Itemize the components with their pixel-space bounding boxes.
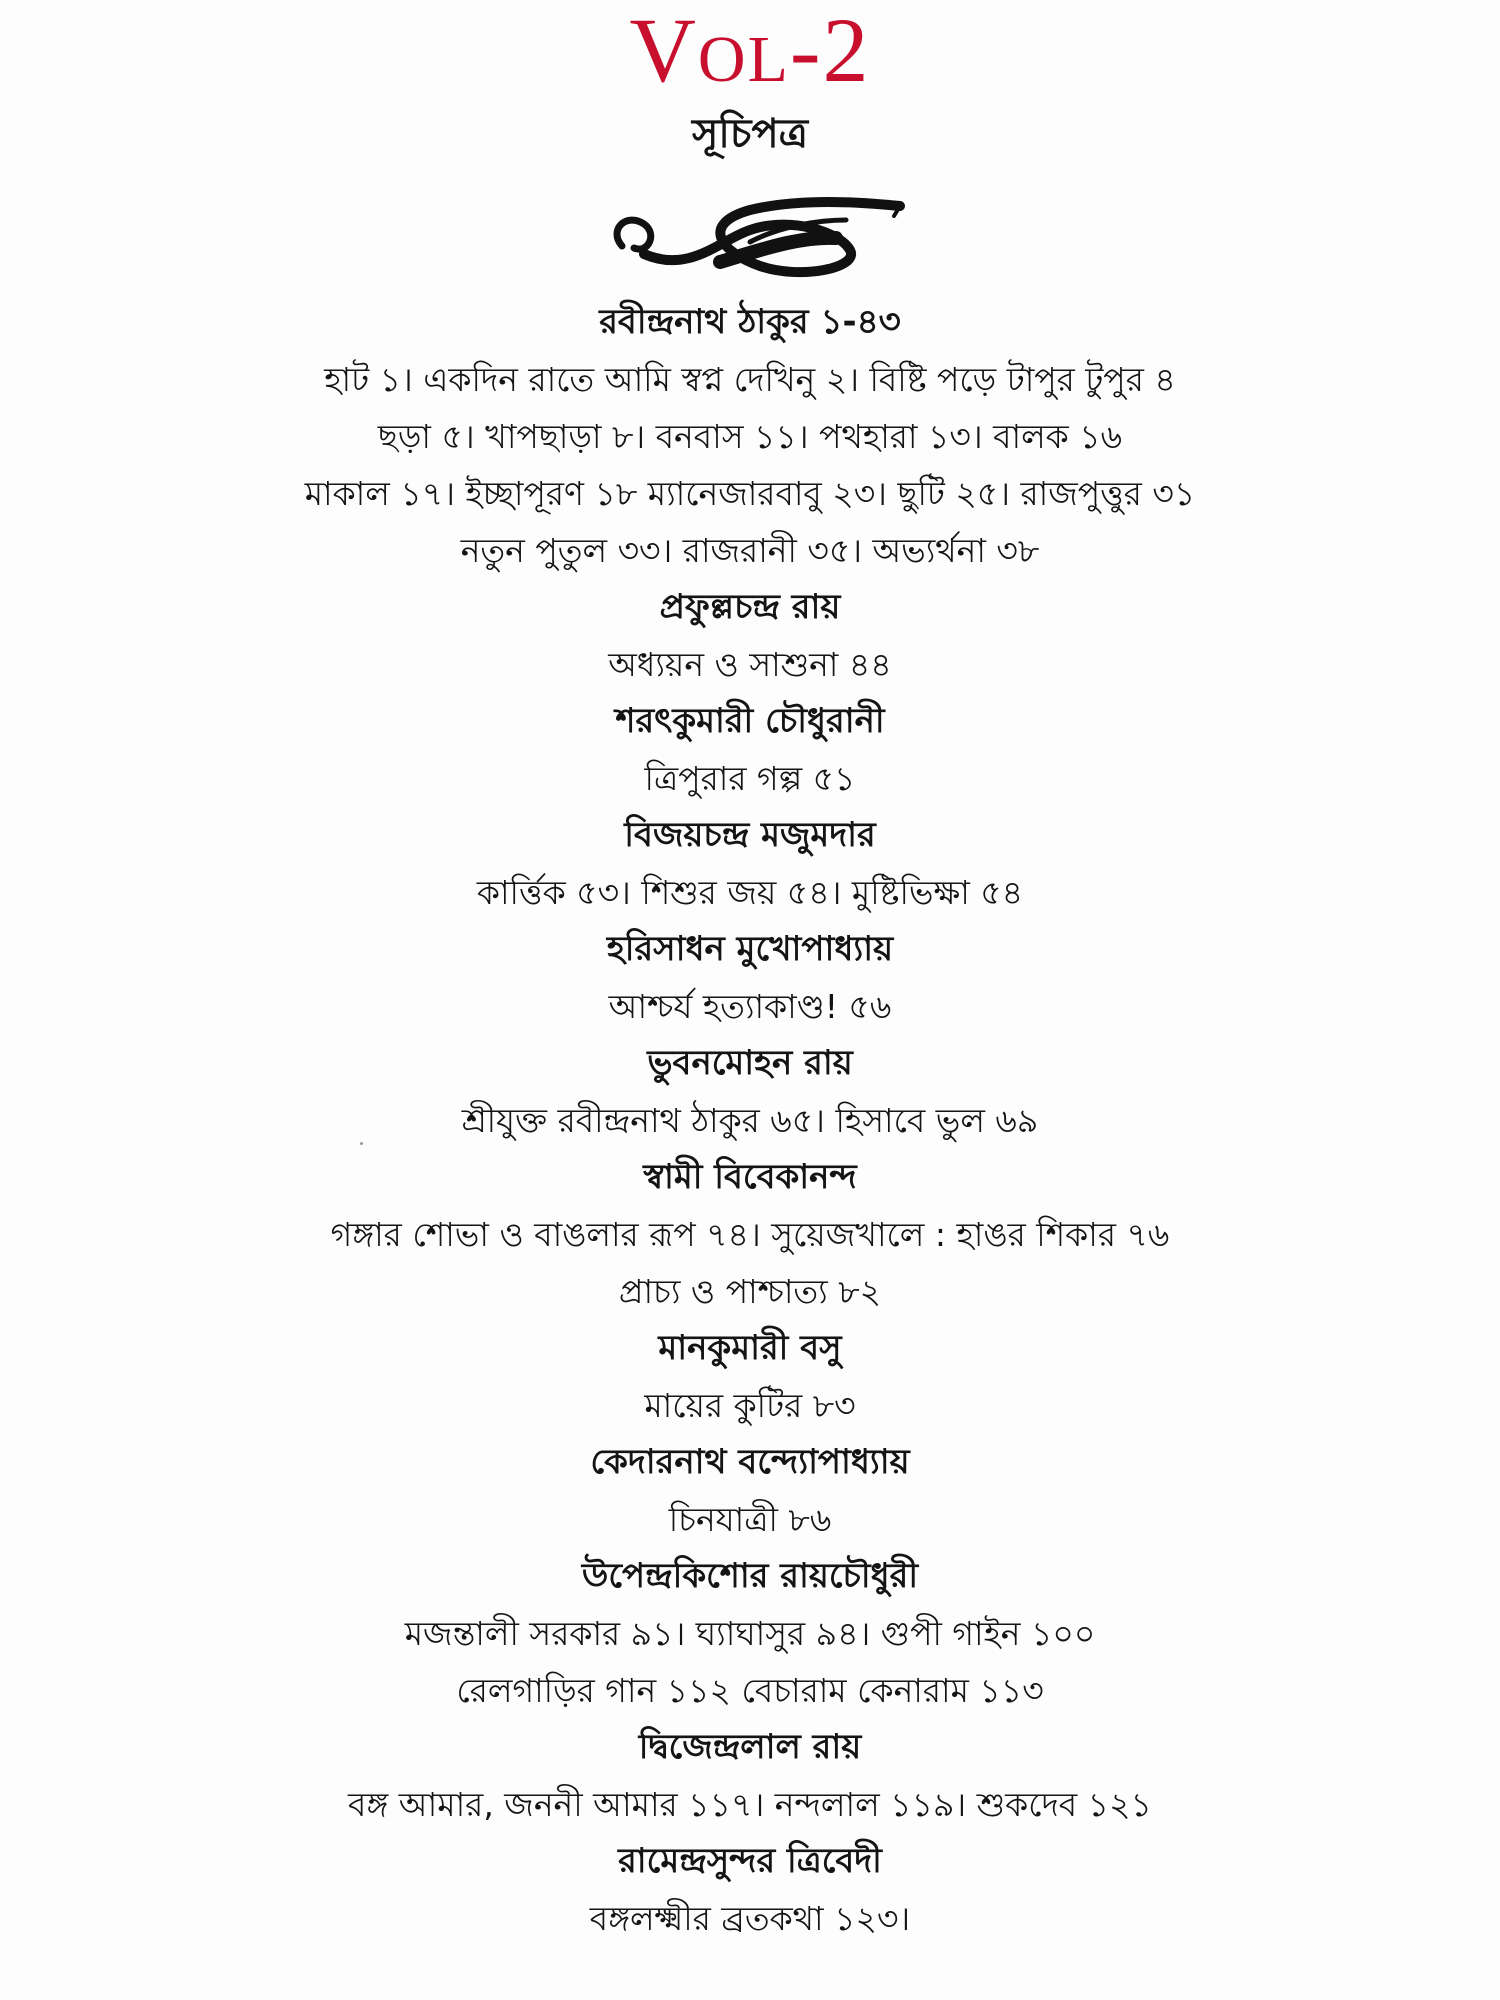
toc-author-heading: হরিসাধন মুখোপাধ্যায় [606,929,894,969]
toc-entry-line: অধ্যয়ন ও সাশুনা ৪৪ [608,645,892,684]
volume-title-ol: OL [697,23,790,96]
speck-mark [360,1142,363,1145]
toc-entry-line: কার্ত্তিক ৫৩। শিশুর জয় ৫৪। মুষ্টিভিক্ষা ৫৪ [476,873,1024,912]
toc-author-heading: রবীন্দ্রনাথ ঠাকুর ১-৪৩ [599,302,901,342]
toc-entry-line: মাকাল ১৭। ইচ্ছাপূরণ ১৮ ম্যানেজারবাবু ২৩। ছুটি ২৫। রাজপুত্তুর ৩১ [304,474,1196,513]
volume-title-number: -2 [789,0,871,101]
toc-author-heading: কেদারনাথ বন্দ্যোপাধ্যায় [590,1442,910,1482]
toc-author-heading: মানকুমারী বসু [658,1328,842,1368]
volume-title-v: V [629,0,698,101]
toc-entry-line: ছড়া ৫। খাপছাড়া ৮। বনবাস ১১। পথহারা ১৩। বালক ১৬ [377,417,1123,456]
flourish-ornament-icon [600,180,920,290]
toc-entry-line: প্রাচ্য ও পাশ্চাত্য ৮২ [618,1272,882,1311]
toc-author-heading: দ্বিজেন্দ্রলাল রায় [638,1727,862,1767]
toc-heading: সূচিপত্র [692,111,808,157]
toc-entry-line: গঙ্গার শোভা ও বাঙলার রূপ ৭৪। সুয়েজখালে : হাঙর শিকার ৭৬ [330,1215,1170,1254]
toc-author-heading: উপেন্দ্রকিশোর রায়চৌধুরী [581,1556,919,1596]
toc-entry-line: মায়ের কুটির ৮৩ [644,1386,856,1425]
toc-entry-line: শ্রীযুক্ত রবীন্দ্রনাথ ঠাকুর ৬৫। হিসাবে ভুল ৬৯ [461,1101,1039,1140]
toc-entry-line: চিনযাত্রী ৮৬ [668,1500,832,1539]
toc-author-heading: স্বামী বিবেকানন্দ [643,1157,857,1197]
toc-entry-line: ত্রিপুরার গল্প ৫১ [644,759,856,798]
toc-entry-line: বঙ্গ আমার, জননী আমার ১১৭। নন্দলাল ১১৯। শুকদেব ১২১ [348,1785,1152,1824]
toc-list [0,294,1500,1947]
toc-author-heading: বিজয়চন্দ্র মজুমদার [624,815,876,855]
toc-entry-line: মজন্তালী সরকার ৯১। ঘ্যাঘাসুর ৯৪। গুপী গাইন ১০০ [404,1614,1096,1653]
toc-entry-line: আশ্চর্য হত্যাকাণ্ড! ৫৬ [608,987,892,1026]
toc-author-heading: শরৎকুমারী চৌধুরানী [615,701,885,741]
toc-author-heading: প্রফুল্লচন্দ্র রায় [659,587,841,627]
volume-title [0,0,1500,101]
toc-author-heading: রামেন্দ্রসুন্দর ত্রিবেদী [618,1841,882,1881]
toc-author-heading: ভুবনমোহন রায় [647,1043,853,1083]
toc-entry-line: নতুন পুতুল ৩৩। রাজরানী ৩৫। অভ্যর্থনা ৩৮ [460,531,1040,570]
toc-entry-line: হাট ১। একদিন রাতে আমি স্বপ্ন দেখিনু ২। বিষ্টি পড়ে টাপুর টুপুর ৪ [324,360,1176,399]
toc-entry-line: বঙ্গলক্ষ্মীর ব্রতকথা ১২৩। [589,1899,911,1938]
toc-entry-line: রেলগাড়ির গান ১১২ বেচারাম কেনারাম ১১৩ [456,1671,1044,1710]
